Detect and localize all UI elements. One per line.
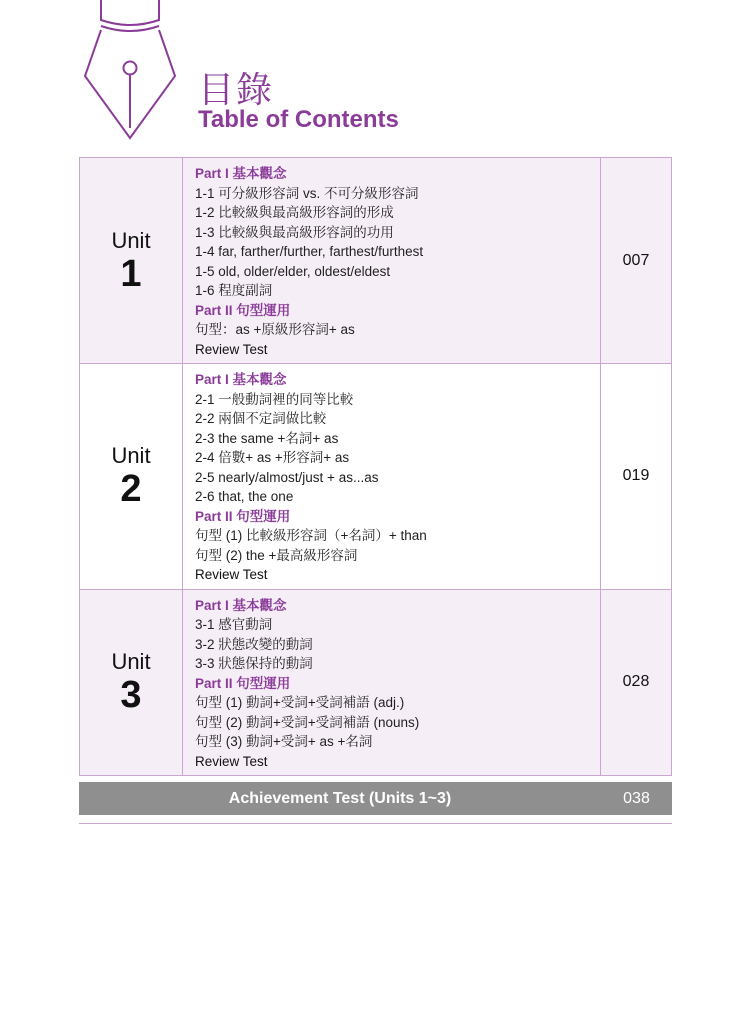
part-heading[interactable]: Part II 句型運用: [195, 302, 291, 318]
unit-label: Unit: [111, 443, 151, 469]
page-title-chinese: 目錄: [198, 70, 275, 111]
toc-entry[interactable]: 2-4 倍數+ as +形容詞+ as: [195, 450, 350, 465]
unit-contents-cell: [183, 589, 601, 776]
part-heading[interactable]: Part II 句型運用: [195, 508, 291, 524]
unit-row: [80, 158, 672, 364]
toc-entry[interactable]: 1-3 比較級與最高級形容詞的功用: [195, 224, 394, 240]
toc-entry[interactable]: 3-2 狀態改變的動詞: [195, 636, 313, 652]
toc-entry[interactable]: 句型 (2) the +最高級形容詞: [195, 547, 358, 563]
achievement-test-bar[interactable]: [79, 782, 672, 815]
unit-row: [80, 589, 672, 776]
unit-cell: [80, 364, 183, 590]
review-test-link[interactable]: Review Test: [195, 753, 268, 769]
toc-entry[interactable]: 1-4 far, farther/further, farthest/furthest: [195, 244, 424, 259]
toc-entry[interactable]: 1-5 old, older/elder, oldest/eldest: [195, 263, 391, 279]
page-number: 028: [601, 589, 672, 776]
unit-cell: [80, 589, 183, 776]
part-heading[interactable]: Part I 基本觀念: [195, 597, 287, 613]
toc-entry[interactable]: 1-1 可分級形容詞 vs. 不可分級形容詞: [195, 185, 419, 201]
review-test-link[interactable]: Review Test: [195, 567, 268, 582]
achievement-test-label: Achievement Test (Units 1~3): [228, 790, 452, 807]
page-number: 007: [601, 158, 672, 364]
toc-entry[interactable]: 1-6 程度副詞: [195, 283, 273, 298]
review-test-link[interactable]: Review Test: [195, 341, 268, 357]
contents-table: [79, 157, 672, 776]
divider: [79, 823, 672, 824]
toc-entry[interactable]: 3-3 狀態保持的動詞: [195, 656, 313, 671]
unit-contents-cell: [183, 158, 601, 364]
toc-entry[interactable]: 2-5 nearly/almost/just + as...as: [195, 469, 379, 485]
unit-label: Unit: [111, 649, 151, 675]
toc-entry[interactable]: 3-1 感官動詞: [195, 617, 273, 632]
toc-entry[interactable]: 2-6 that, the one: [195, 489, 294, 504]
unit-row: [80, 364, 672, 590]
toc-entry[interactable]: 句型 (3) 動詞+受詞+ as +名詞: [195, 734, 373, 749]
unit-cell: [80, 158, 183, 364]
page-title-english: Table of Contents: [198, 106, 399, 133]
unit-number: 1: [120, 252, 142, 295]
part-heading[interactable]: Part II 句型運用: [195, 675, 291, 691]
unit-contents-cell: [183, 364, 601, 590]
unit-number: 3: [120, 674, 142, 717]
part-heading[interactable]: Part I 基本觀念: [195, 372, 287, 387]
toc-entry[interactable]: 句型：as +原級形容詞+ as: [195, 322, 355, 337]
toc-entry[interactable]: 1-2 比較級與最高級形容詞的形成: [195, 205, 394, 220]
toc-entry[interactable]: 2-1 一般動詞裡的同等比較: [195, 391, 354, 407]
toc-entry[interactable]: 2-2 兩個不定詞做比較: [195, 411, 327, 426]
toc-entry[interactable]: 句型 (2) 動詞+受詞+受詞補語 (nouns): [195, 714, 420, 730]
toc-entry[interactable]: 句型 (1) 動詞+受詞+受詞補語 (adj.): [195, 695, 405, 710]
unit-label: Unit: [111, 227, 151, 253]
toc-entry[interactable]: 2-3 the same +名詞+ as: [195, 430, 339, 446]
toc-entry[interactable]: 句型 (1) 比較級形容詞（+名詞）+ than: [195, 528, 427, 543]
unit-number: 2: [120, 468, 142, 511]
part-heading[interactable]: Part I 基本觀念: [195, 166, 287, 181]
page-number: 019: [601, 364, 672, 590]
achievement-test-page: 038: [623, 790, 650, 807]
fountain-pen-nib-icon: [80, 0, 180, 142]
